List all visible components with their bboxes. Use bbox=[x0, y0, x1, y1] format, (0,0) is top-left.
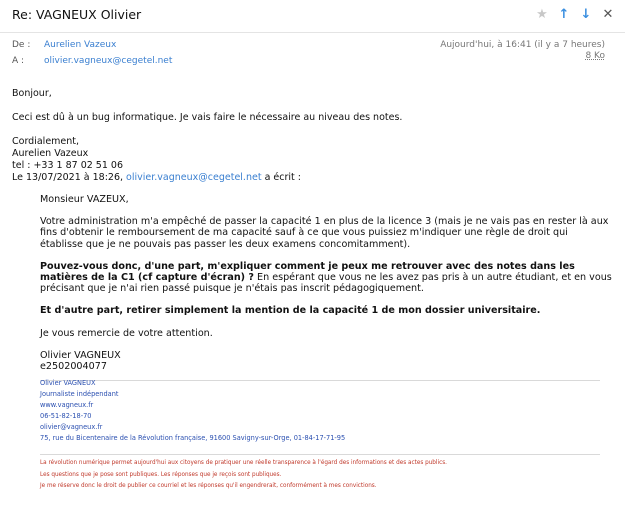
quoted-salutation: Monsieur VAZEUX, bbox=[40, 194, 129, 205]
from-sender[interactable]: Aurelien Vazeux bbox=[44, 40, 117, 50]
disclaimer-line-1: La révolution numérique permet aujourd'hui aux citoyens de pratiquer une réelle transparence à l'égard des informations et des actes publics. bbox=[40, 460, 447, 466]
message-subject: Re: VAGNEUX Olivier bbox=[12, 7, 142, 22]
message-header bbox=[0, 38, 625, 74]
message-titlebar bbox=[0, 0, 625, 33]
signature-title: Journaliste indépendant bbox=[40, 390, 119, 398]
reply-body bbox=[12, 88, 612, 184]
disclaimer-line-2: Les questions que je pose sont publiques. Les réponses que je reçois sont publiques. bbox=[40, 471, 282, 478]
quoted-signature-name: Olivier VAGNEUX bbox=[40, 349, 121, 361]
reply-phone: tel : +33 1 87 02 51 06 bbox=[12, 160, 123, 171]
signature-phone: 06-51-82-18-70 bbox=[40, 412, 92, 420]
signature-address: 75, rue du Bicentenaire de la Révolution française, 91600 Savigny-sur-Orge, 01-84-17-71-95 bbox=[40, 434, 346, 442]
quoted-paragraph-2-rest: En espérant que vous ne les avez pas pris à un autre étudiant, et en vous précisant que je n'ai rien passé puisque je n'étais pas inscrit pédagogiquement. bbox=[40, 272, 612, 295]
quote-header-email-link[interactable]: olivier.vagneux@cegetel.net bbox=[126, 172, 262, 183]
reply-greeting: Bonjour, bbox=[12, 88, 52, 99]
signature-disclaimer bbox=[40, 458, 608, 493]
quote-header-prefix: Le 13/07/2021 à 18:26, bbox=[12, 172, 124, 183]
to-label: A : bbox=[12, 56, 25, 66]
close-icon[interactable]: ✕ bbox=[602, 7, 614, 22]
message-toolbar bbox=[535, 7, 615, 23]
disclaimer-line-3: Je me réserve donc le droit de publier ce courriel et les réponses qu'il engendrerait, conformément à mes convictions. bbox=[40, 483, 377, 489]
quoted-paragraph-2 bbox=[40, 261, 612, 295]
from-label: De : bbox=[12, 40, 31, 50]
reply-text: Ceci est dû à un bug informatique. Je vais faire le nécessaire au niveau des notes. bbox=[12, 112, 403, 123]
quote-header-suffix: a écrit : bbox=[264, 172, 301, 183]
quote-header bbox=[12, 172, 612, 184]
quoted-paragraph-1: Votre administration m'a empêché de passer la capacité 1 en plus de la licence 3 (mais je ne vais pas en rester là aux fins d'obtenir le remboursement de ma capacité sauf à ce que vous puissiez m'indiquer une règle de droit qui établisse que je ne pouvais pas passer les deux examens concomitamment). bbox=[40, 216, 609, 250]
quoted-paragraph-2-bold: Pouvez-vous donc, d'une part, m'expliquer comment je peux me retrouver avec des notes dans les matières de la C1 (cf capture d'écran) ? bbox=[40, 260, 575, 284]
footer-divider bbox=[40, 454, 600, 455]
reply-closing: Cordialement, bbox=[12, 136, 80, 147]
signature-email-link[interactable]: olivier@vagneux.fr bbox=[40, 423, 103, 431]
previous-message-icon[interactable]: ↑ bbox=[558, 7, 570, 22]
email-signature bbox=[40, 378, 608, 444]
signature-website-link[interactable]: www.vagneux.fr bbox=[40, 401, 94, 409]
quoted-message bbox=[40, 194, 612, 372]
next-message-icon[interactable]: ↓ bbox=[580, 7, 592, 22]
quoted-paragraph-3: Et d'autre part, retirer simplement la mention de la capacité 1 de mon dossier universitaire. bbox=[40, 305, 541, 317]
quoted-signature-id: e2502004077 bbox=[40, 361, 107, 373]
quoted-thanks: Je vous remercie de votre attention. bbox=[40, 327, 213, 339]
star-icon[interactable]: ★ bbox=[536, 7, 548, 22]
reply-name: Aurelien Vazeux bbox=[12, 148, 89, 159]
to-recipient[interactable]: olivier.vagneux@cegetel.net bbox=[44, 56, 173, 66]
message-date: Aujourd'hui, à 16:41 (il y a 7 heures) bbox=[440, 40, 605, 50]
message-size: 8 Ko bbox=[585, 51, 605, 61]
signature-name: Olivier VAGNEUX bbox=[40, 379, 96, 387]
